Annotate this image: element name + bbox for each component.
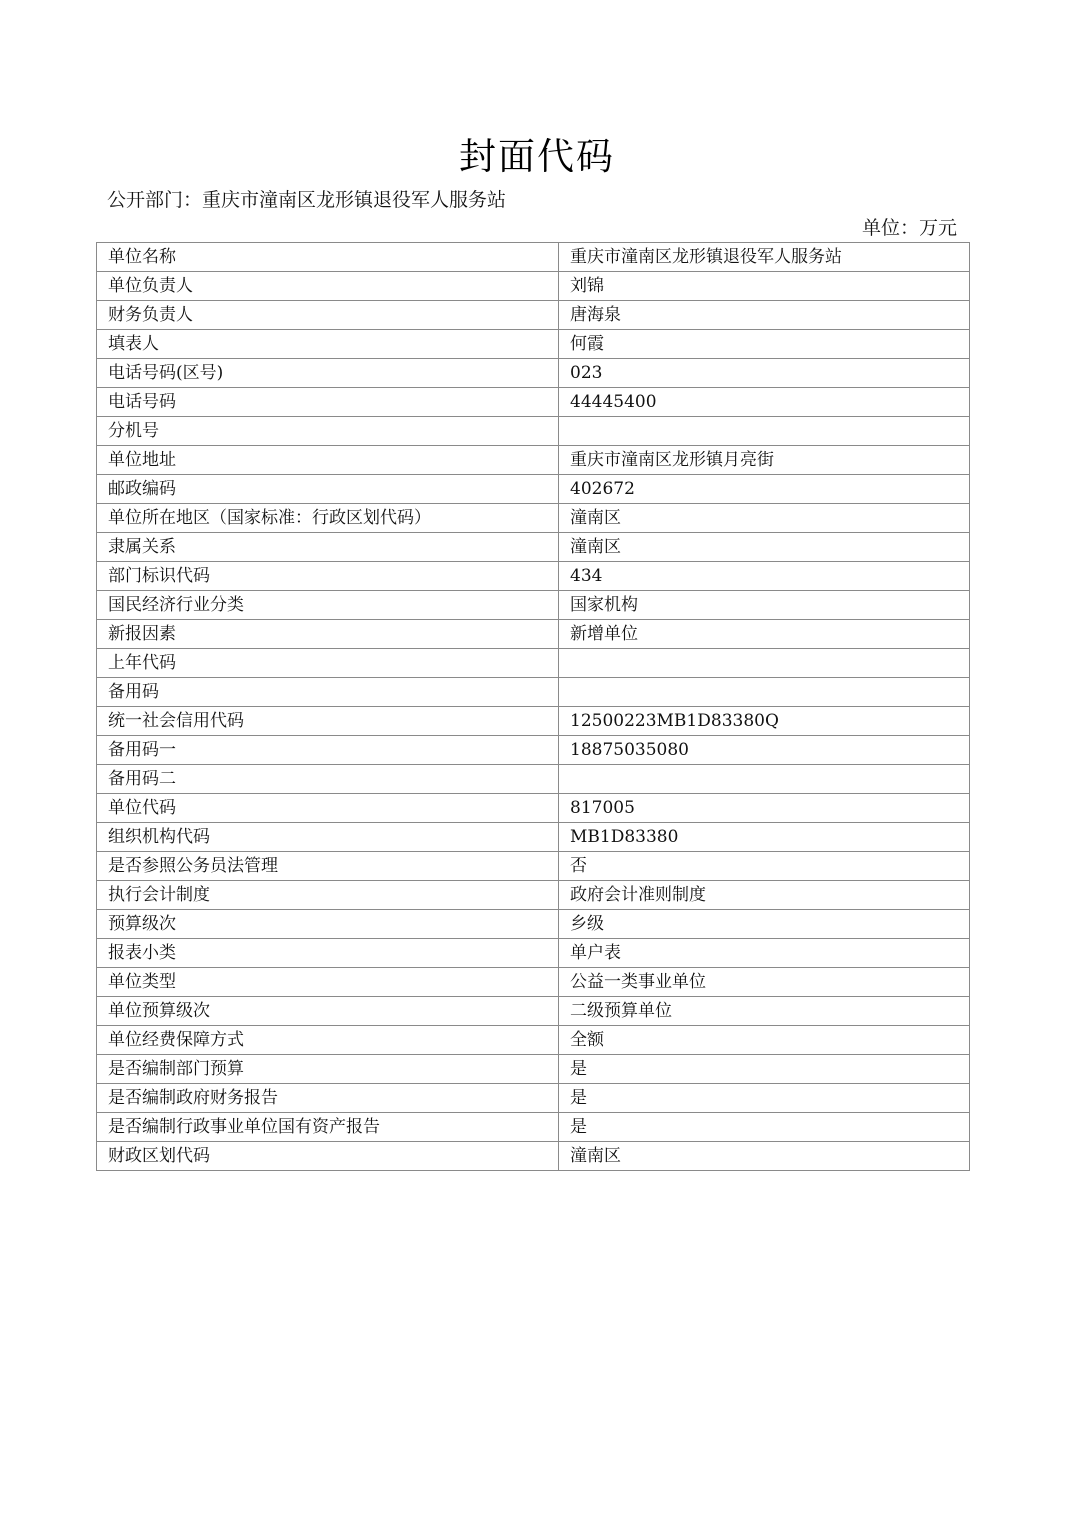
table-row xyxy=(97,736,970,765)
table-row xyxy=(97,1113,970,1142)
table-row xyxy=(97,591,970,620)
field-label: 执行会计制度 xyxy=(97,881,559,910)
field-value: 434 xyxy=(559,562,970,591)
field-value: 否 xyxy=(559,852,970,881)
field-label: 备用码 xyxy=(97,678,559,707)
field-label: 是否编制部门预算 xyxy=(97,1055,559,1084)
field-label: 电话号码 xyxy=(97,388,559,417)
table-row xyxy=(97,272,970,301)
field-value: 政府会计准则制度 xyxy=(559,881,970,910)
cover-code-table-body xyxy=(97,243,970,1171)
field-value: 潼南区 xyxy=(559,533,970,562)
field-label: 统一社会信用代码 xyxy=(97,707,559,736)
field-label: 部门标识代码 xyxy=(97,562,559,591)
field-label: 组织机构代码 xyxy=(97,823,559,852)
field-label: 国民经济行业分类 xyxy=(97,591,559,620)
field-label: 分机号 xyxy=(97,417,559,446)
table-row xyxy=(97,1055,970,1084)
page-title: 封面代码 xyxy=(459,135,615,178)
field-value: 是 xyxy=(559,1055,970,1084)
field-label: 单位所在地区（国家标准：行政区划代码） xyxy=(97,504,559,533)
field-value: 公益一类事业单位 xyxy=(559,968,970,997)
table-row xyxy=(97,707,970,736)
field-value: 重庆市潼南区龙形镇月亮街 xyxy=(559,446,970,475)
field-value: 乡级 xyxy=(559,910,970,939)
field-value: 是 xyxy=(559,1113,970,1142)
table-row xyxy=(97,649,970,678)
table-row xyxy=(97,301,970,330)
field-label: 单位地址 xyxy=(97,446,559,475)
table-row xyxy=(97,910,970,939)
field-label: 是否编制政府财务报告 xyxy=(97,1084,559,1113)
field-value: 新增单位 xyxy=(559,620,970,649)
field-label: 单位代码 xyxy=(97,794,559,823)
field-label: 单位预算级次 xyxy=(97,997,559,1026)
table-row xyxy=(97,417,970,446)
field-value: 全额 xyxy=(559,1026,970,1055)
table-row xyxy=(97,823,970,852)
field-value: 是 xyxy=(559,1084,970,1113)
table-row xyxy=(97,533,970,562)
field-value: 何霞 xyxy=(559,330,970,359)
field-value: 国家机构 xyxy=(559,591,970,620)
field-label: 电话号码(区号) xyxy=(97,359,559,388)
table-row xyxy=(97,562,970,591)
field-value: 12500223MB1D83380Q xyxy=(559,707,970,736)
table-row xyxy=(97,330,970,359)
field-label: 备用码一 xyxy=(97,736,559,765)
field-value xyxy=(559,417,970,446)
field-value: 18875035080 xyxy=(559,736,970,765)
field-label: 报表小类 xyxy=(97,939,559,968)
field-value: 单户表 xyxy=(559,939,970,968)
table-row xyxy=(97,359,970,388)
table-row xyxy=(97,504,970,533)
field-value xyxy=(559,765,970,794)
field-value: 潼南区 xyxy=(559,1142,970,1171)
field-label: 隶属关系 xyxy=(97,533,559,562)
field-label: 是否参照公务员法管理 xyxy=(97,852,559,881)
field-value: 潼南区 xyxy=(559,504,970,533)
currency-unit: 单位：万元 xyxy=(861,217,957,239)
table-row xyxy=(97,1084,970,1113)
field-value: 二级预算单位 xyxy=(559,997,970,1026)
table-row xyxy=(97,620,970,649)
table-row xyxy=(97,968,970,997)
field-label: 单位名称 xyxy=(97,243,559,272)
table-row xyxy=(97,794,970,823)
field-value: 402672 xyxy=(559,475,970,504)
field-label: 邮政编码 xyxy=(97,475,559,504)
table-row xyxy=(97,243,970,272)
field-label: 是否编制行政事业单位国有资产报告 xyxy=(97,1113,559,1142)
table-row xyxy=(97,388,970,417)
field-value: 唐海泉 xyxy=(559,301,970,330)
table-row xyxy=(97,446,970,475)
table-row xyxy=(97,475,970,504)
field-label: 财政区划代码 xyxy=(97,1142,559,1171)
public-department: 公开部门：重庆市潼南区龙形镇退役军人服务站 xyxy=(107,189,507,211)
field-label: 单位经费保障方式 xyxy=(97,1026,559,1055)
field-label: 备用码二 xyxy=(97,765,559,794)
table-row xyxy=(97,939,970,968)
field-value: 重庆市潼南区龙形镇退役军人服务站 xyxy=(559,243,970,272)
table-row xyxy=(97,852,970,881)
field-value: MB1D83380 xyxy=(559,823,970,852)
table-row xyxy=(97,1142,970,1171)
field-label: 单位类型 xyxy=(97,968,559,997)
field-value: 817005 xyxy=(559,794,970,823)
table-row xyxy=(97,678,970,707)
field-label: 填表人 xyxy=(97,330,559,359)
field-label: 单位负责人 xyxy=(97,272,559,301)
field-label: 预算级次 xyxy=(97,910,559,939)
field-value xyxy=(559,649,970,678)
field-label: 新报因素 xyxy=(97,620,559,649)
table-row xyxy=(97,765,970,794)
table-row xyxy=(97,997,970,1026)
field-value: 023 xyxy=(559,359,970,388)
cover-code-table xyxy=(96,242,970,1171)
field-value: 44445400 xyxy=(559,388,970,417)
table-row xyxy=(97,1026,970,1055)
table-row xyxy=(97,881,970,910)
field-value: 刘锦 xyxy=(559,272,970,301)
field-label: 财务负责人 xyxy=(97,301,559,330)
field-value xyxy=(559,678,970,707)
field-label: 上年代码 xyxy=(97,649,559,678)
